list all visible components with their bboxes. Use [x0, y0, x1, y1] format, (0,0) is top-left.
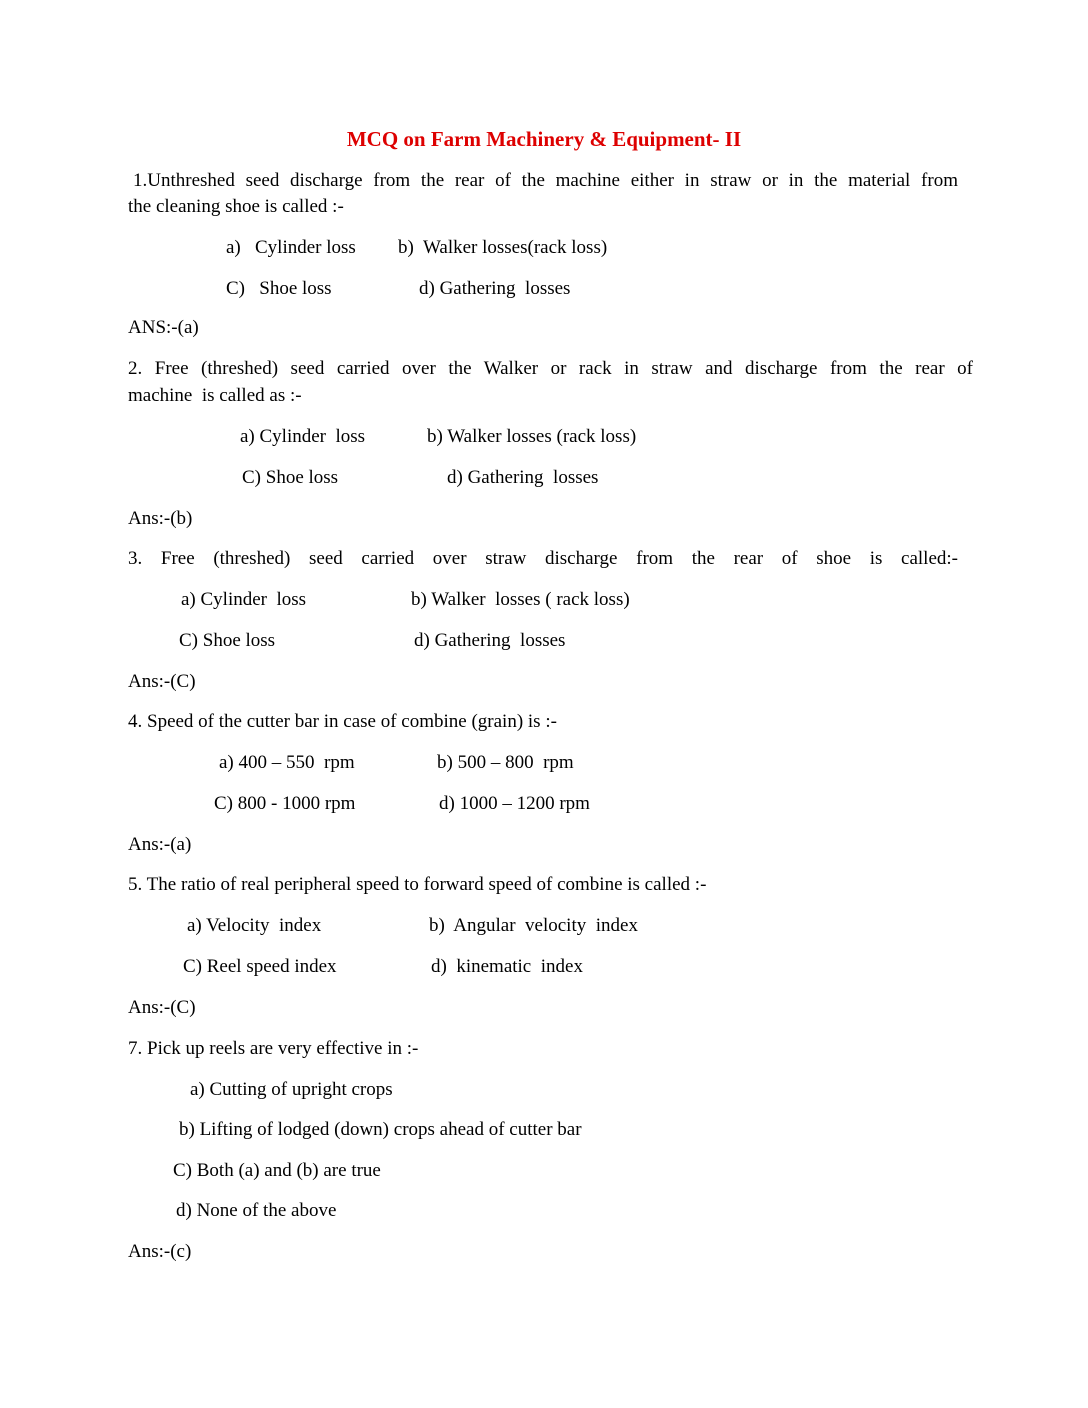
question-2-text-line-1: 2. Free (threshed) seed carried over the Walker or rack in straw and discharge from the rear of — [128, 358, 973, 379]
question-2-option-c: C) Shoe loss — [242, 467, 339, 488]
question-5-option-a: a) Velocity index — [187, 915, 322, 936]
question-3-option-b: b) Walker losses ( rack loss) — [411, 589, 630, 610]
question-1-option-d: d) Gathering losses — [419, 278, 571, 299]
question-5-text-line-1: 5. The ratio of real peripheral speed to forward speed of combine is called :- — [128, 874, 707, 895]
question-4-option-d: d) 1000 – 1200 rpm — [439, 793, 590, 814]
question-3-option-c: C) Shoe loss — [179, 630, 276, 651]
question-3-option-d: d) Gathering losses — [414, 630, 566, 651]
document-title: MCQ on Farm Machinery & Equipment- II — [346, 127, 742, 151]
question-2-answer: Ans:-(b) — [128, 508, 193, 529]
question-7-option-b: b) Lifting of lodged (down) crops ahead of cutter bar — [179, 1119, 582, 1140]
question-4-option-c: C) 800 - 1000 rpm — [214, 793, 356, 814]
question-2-option-a: a) Cylinder loss — [240, 426, 366, 447]
question-3-option-a: a) Cylinder loss — [181, 589, 307, 610]
question-1-text-line-2: the cleaning shoe is called :- — [128, 196, 344, 217]
question-1-text-line-1: 1.Unthreshed seed discharge from the rear of the machine either in straw or in the material from — [133, 170, 958, 191]
question-7-text-line-1: 7. Pick up reels are very effective in :- — [128, 1038, 419, 1059]
question-5-option-b: b) Angular velocity index — [429, 915, 638, 936]
question-1-option-b: b) Walker losses(rack loss) — [398, 237, 608, 258]
question-2-option-b: b) Walker losses (rack loss) — [427, 426, 637, 447]
question-1-answer: ANS:-(a) — [128, 317, 199, 338]
question-4-answer: Ans:-(a) — [128, 834, 192, 855]
question-4-option-a: a) 400 – 550 rpm — [219, 752, 355, 773]
question-4-option-b: b) 500 – 800 rpm — [437, 752, 574, 773]
question-2-text-line-2: machine is called as :- — [128, 385, 302, 406]
question-5-answer: Ans:-(C) — [128, 997, 196, 1018]
question-7-option-a: a) Cutting of upright crops — [190, 1079, 393, 1100]
question-4-text-line-1: 4. Speed of the cutter bar in case of combine (grain) is :- — [128, 711, 557, 732]
question-1-option-a: a) Cylinder loss — [226, 237, 356, 258]
question-7-option-d: d) None of the above — [176, 1200, 337, 1221]
question-3-text-line-1: 3. Free (threshed) seed carried over straw discharge from the rear of shoe is called:- — [128, 548, 958, 569]
question-7-option-c: C) Both (a) and (b) are true — [173, 1160, 381, 1181]
question-2-option-d: d) Gathering losses — [447, 467, 599, 488]
question-5-option-d: d) kinematic index — [431, 956, 583, 977]
question-3-answer: Ans:-(C) — [128, 671, 196, 692]
question-7-answer: Ans:-(c) — [128, 1241, 192, 1262]
question-5-option-c: C) Reel speed index — [183, 956, 337, 977]
question-1-option-c: C) Shoe loss — [226, 278, 332, 299]
